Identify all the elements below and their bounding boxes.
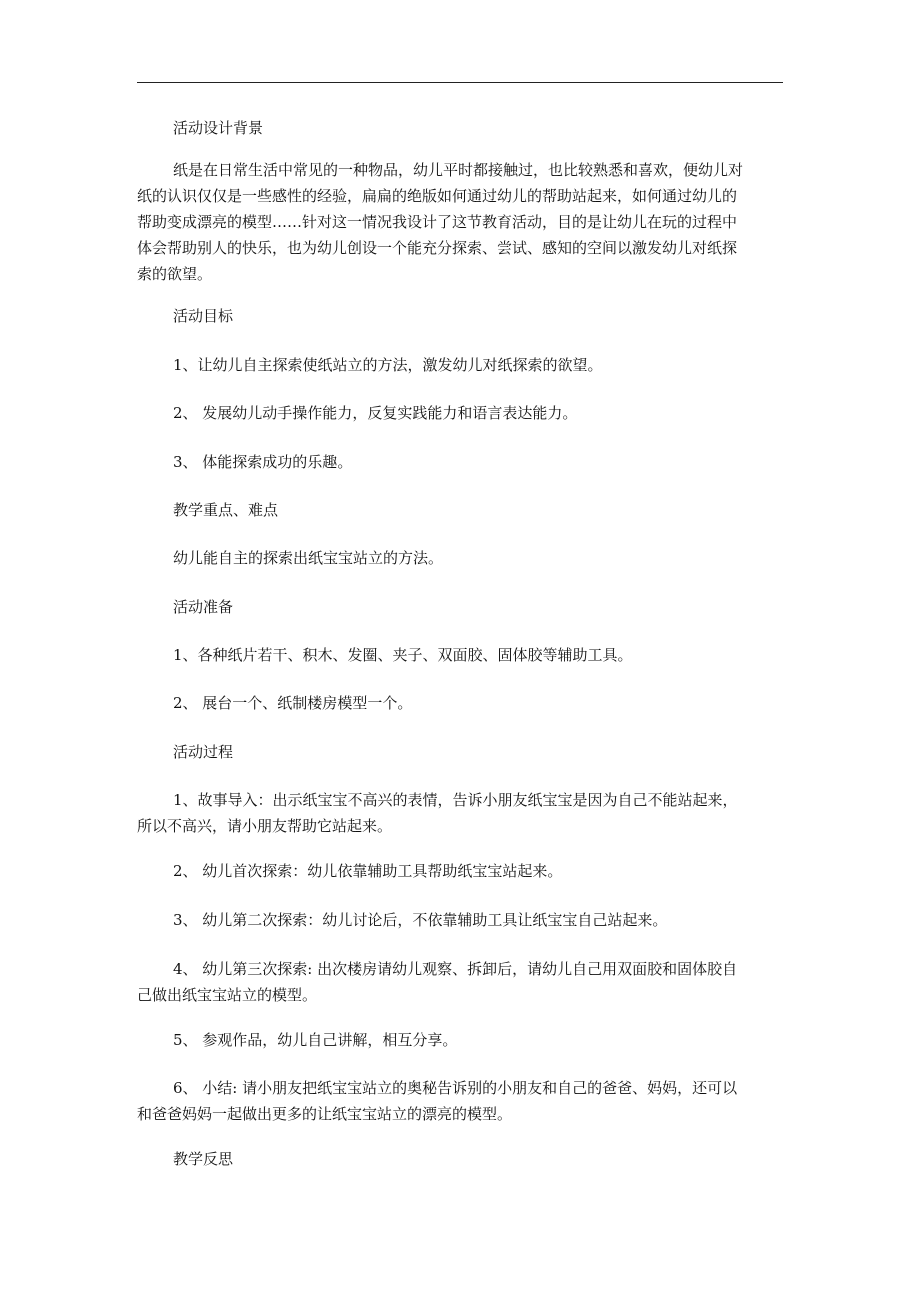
section-heading-preparation: 活动准备 xyxy=(173,598,234,616)
goal-item: 2、 发展幼儿动手操作能力，反复实践能力和语言表达能力。 xyxy=(173,404,578,422)
step-line: 所以不高兴，请小朋友帮助它站起来。 xyxy=(137,817,393,835)
process-step: 2、 幼儿首次探索：幼儿依靠辅助工具帮助纸宝宝站起来。 xyxy=(173,862,563,880)
step-line: 1、故事导入：出示纸宝宝不高兴的表情，告诉小朋友纸宝宝是因为自己不能站起来， xyxy=(173,791,738,809)
step-line: 和爸爸妈妈一起做出更多的让纸宝宝站立的漂亮的模型。 xyxy=(137,1105,513,1123)
paragraph-line: 索的欲望。 xyxy=(137,265,213,283)
section-heading-process: 活动过程 xyxy=(173,743,234,761)
section-heading-goals: 活动目标 xyxy=(173,307,234,325)
paragraph-line: 纸的认识仅仅是一些感性的经验，扁扁的绝版如何通过幼儿的帮助站起来，如何通过幼儿的 xyxy=(137,187,738,205)
goal-item: 1、让幼儿自主探索使纸站立的方法，激发幼儿对纸探索的欲望。 xyxy=(173,356,603,374)
section-heading-reflection: 教学反思 xyxy=(173,1150,234,1168)
process-step: 5、 参观作品，幼儿自己讲解，相互分享。 xyxy=(173,1031,458,1049)
process-step xyxy=(137,1075,783,1127)
process-step xyxy=(137,787,783,839)
step-line: 4、 幼儿第三次探索: 出次楼房请幼儿观察、拆卸后，请幼儿自己用双面胶和固体胶自 xyxy=(173,960,738,978)
section-heading-key-points: 教学重点、难点 xyxy=(173,501,279,519)
preparation-item: 1、各种纸片若干、积木、发圈、夹子、双面胶、固体胶等辅助工具。 xyxy=(173,646,633,664)
step-line: 己做出纸宝宝站立的模型。 xyxy=(137,986,318,1004)
header-rule xyxy=(137,82,783,83)
process-step xyxy=(137,956,783,1008)
process-step: 3、 幼儿第二次探索：幼儿讨论后，不依靠辅助工具让纸宝宝自己站起来。 xyxy=(173,911,668,929)
background-paragraph xyxy=(137,157,783,287)
key-points-text: 幼儿能自主的探索出纸宝宝站立的方法。 xyxy=(173,549,444,567)
preparation-item: 2、 展台一个、纸制楼房模型一个。 xyxy=(173,694,413,712)
goal-item: 3、 体能探索成功的乐趣。 xyxy=(173,453,353,471)
paragraph-line: 帮助变成漂亮的模型……针对这一情况我设计了这节教育活动，目的是让幼儿在玩的过程中 xyxy=(137,213,738,231)
section-heading-background: 活动设计背景 xyxy=(173,119,264,137)
paragraph-line: 体会帮助别人的快乐，也为幼儿创设一个能充分探索、尝试、感知的空间以激发幼儿对纸探 xyxy=(137,239,738,257)
paragraph-line: 纸是在日常生活中常见的一种物品，幼儿平时都接触过，也比较熟悉和喜欢，便幼儿对 xyxy=(173,161,744,179)
step-line: 6、 小结: 请小朋友把纸宝宝站立的奥秘告诉别的小朋友和自己的爸爸、妈妈，还可以 xyxy=(173,1079,738,1097)
